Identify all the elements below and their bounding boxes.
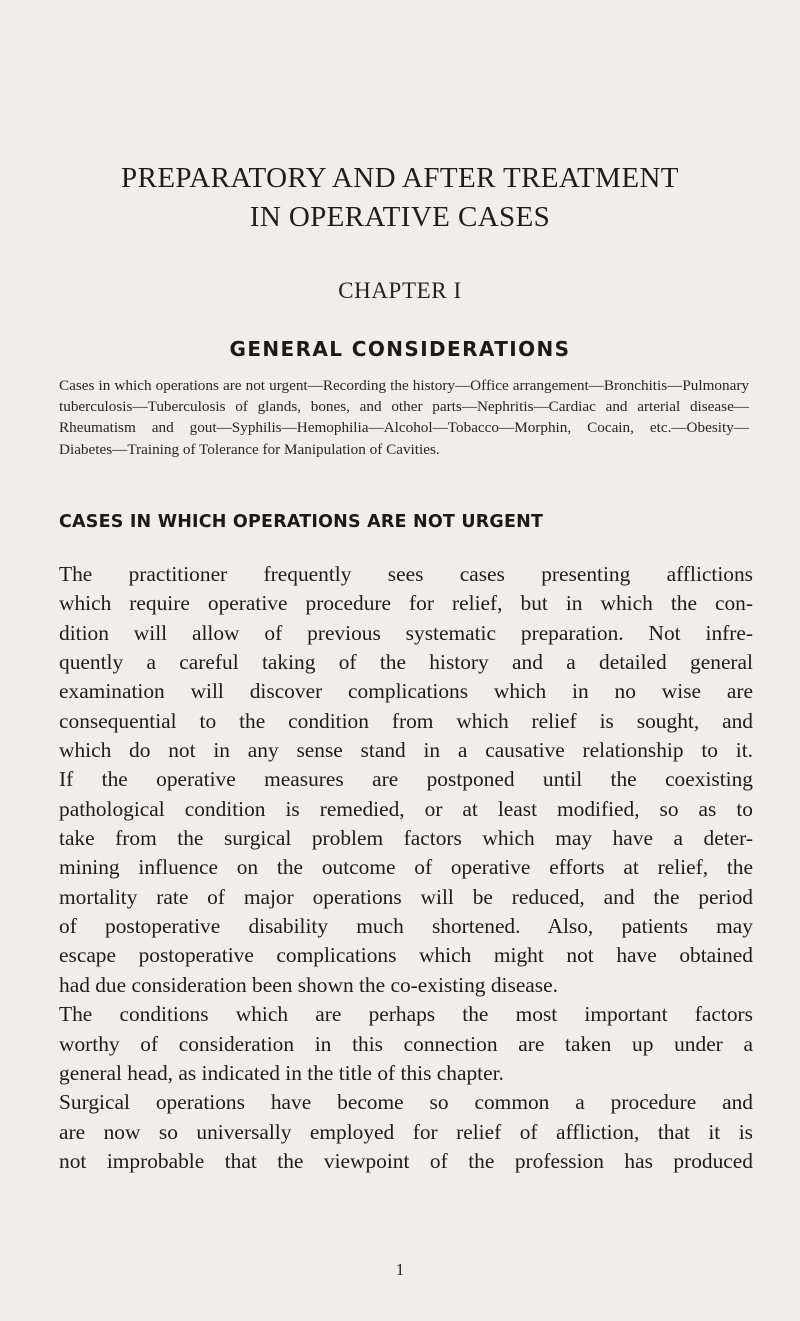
book-title-line-2: IN OPERATIVE CASES [249,201,551,233]
chapter-title: GENERAL CONSIDERATIONS [229,337,571,361]
body-line: which do not in any sense stand in a causative relationship to it. [59,738,753,763]
body-line: examination will discover complications which in no wise are [59,679,753,704]
body-text [59,560,753,1176]
body-line: of postoperative disability much shortened. Also, patients may [59,914,753,939]
body-line: The practitioner frequently sees cases presenting afflictions [59,562,753,586]
body-line: mortality rate of major operations will be reduced, and the period [59,884,753,909]
body-line: consequential to the condition from which relief is sought, and [59,708,753,733]
chapter-synopsis: Cases in which operations are not urgent—Recording the history—Office arrangement—Bronchitis—Pulmonary tuberculosis—Tuberculosis of glands, bones, and other parts—Nephritis—Cardiac and arterial disease—Rheumatism and gout—Syphilis—Hemophilia—Alcohol—Tobacco—Morphin, Cocain, etc.—Obesity—Diabetes—Training of Tolerance for Manipulation of Cavities. [59,377,749,458]
chapter-number: CHAPTER I [338,278,462,303]
body-line: Surgical operations have become so common a procedure and [59,1090,753,1115]
body-line: which require operative procedure for relief, but in which the con- [59,591,753,616]
section-heading: CASES IN WHICH OPERATIONS ARE NOT URGENT [59,512,544,532]
body-line: quently a careful taking of the history and a detailed general [59,650,753,675]
body-line: escape postoperative complications which might not have obtained [59,943,753,968]
body-line: The conditions which are perhaps the most important factors [59,1002,753,1027]
book-title-line-1: PREPARATORY AND AFTER TREATMENT [121,162,679,194]
body-line: If the operative measures are postponed until the coexisting [59,767,753,792]
body-line: mining influence on the outcome of operative efforts at relief, the [59,855,753,880]
body-line: general head, as indicated in the title of this chapter. [59,1060,504,1085]
page-number: 1 [395,1260,405,1279]
body-line: dition will allow of previous systematic preparation. Not infre- [59,620,753,645]
body-line: had due consideration been shown the co-existing disease. [59,972,558,997]
body-line: not improbable that the viewpoint of the profession has produced [59,1148,753,1173]
body-line: take from the surgical problem factors which may have a deter- [59,826,753,851]
body-line: pathological condition is remedied, or at least modified, so as to [59,796,753,821]
body-line: are now so universally employed for relief of affliction, that it is [59,1119,753,1144]
body-line: worthy of consideration in this connection are taken up under a [59,1031,753,1056]
